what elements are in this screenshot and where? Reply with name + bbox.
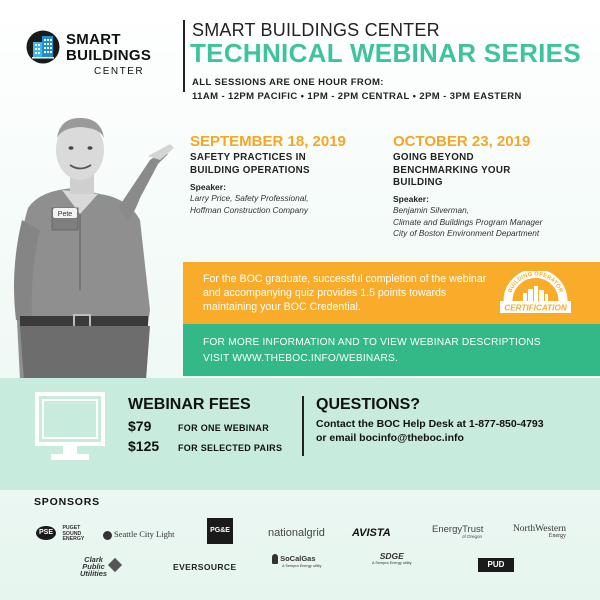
boc-credential-band bbox=[183, 262, 600, 324]
smart-buildings-center-logo bbox=[26, 30, 176, 90]
fee-desc-one: FOR ONE WEBINAR bbox=[178, 423, 269, 433]
clark-text-line: Utilities bbox=[80, 569, 108, 579]
socalgas-flame-icon bbox=[272, 554, 278, 564]
series-org-title: SMART BUILDINGS CENTER bbox=[192, 20, 440, 40]
sponsor-seattle-city-light-logo bbox=[103, 529, 174, 540]
session-2-speaker bbox=[393, 205, 542, 240]
fees-questions-section bbox=[0, 378, 600, 490]
sdge-text: SDGE bbox=[379, 551, 404, 561]
clark-text-line: Public bbox=[82, 562, 105, 572]
sponsor-pge-logo: PG&E bbox=[207, 518, 233, 544]
northwestern-sub: Energy bbox=[548, 533, 566, 539]
sponsors-title: SPONSORS bbox=[34, 496, 100, 508]
session-2-speaker-line: Climate and Buildings Program Manager bbox=[393, 216, 543, 227]
series-title: TECHNICAL WEBINAR SERIES bbox=[190, 38, 581, 68]
seattle-text: Seattle City Light bbox=[114, 529, 175, 539]
session-1-title-line: BUILDING OPERATIONS bbox=[190, 164, 310, 176]
socalgas-text: SoCalGas bbox=[280, 554, 316, 563]
pse-badge: PSE bbox=[36, 526, 56, 540]
logo-text-center: CENTER bbox=[94, 66, 145, 77]
sponsor-pse-logo bbox=[36, 526, 84, 544]
boc-certification-badge bbox=[498, 271, 573, 316]
badge-top-text: BUILDING OPERATOR bbox=[507, 271, 564, 294]
socalgas-sub: A Sempra Energy utility bbox=[282, 564, 322, 569]
building-icon bbox=[26, 30, 60, 64]
session-1-speaker-line: Larry Price, Safety Professional, bbox=[190, 193, 309, 203]
fees-title: WEBINAR FEES bbox=[128, 396, 251, 413]
pse-text-line: ENERGY bbox=[62, 536, 85, 543]
clark-text-line: Clark bbox=[84, 555, 103, 564]
pse-text-line: PUGET bbox=[62, 525, 81, 531]
session-2-speaker-line: Benjamin Silverman, bbox=[393, 205, 470, 215]
northwestern-text: NorthWestern bbox=[512, 524, 566, 534]
sponsor-energy-trust-logo bbox=[432, 524, 483, 539]
energy-trust-text: EnergyTrust bbox=[432, 524, 484, 535]
sponsor-avista-logo: AVISTA bbox=[352, 527, 391, 539]
sponsor-sdge-logo bbox=[372, 551, 411, 565]
sponsor-national-grid-logo: nationalgrid bbox=[268, 527, 325, 539]
clark-leaf-icon bbox=[108, 558, 122, 572]
badge-bottom-text: CERTIFICATION bbox=[504, 303, 567, 313]
boc-credential-text: For the BOC graduate, successful completion of the webinar and accompanying quiz provides 1.5 points towards maintaining your BOC Credential. bbox=[203, 273, 487, 313]
worker-photo bbox=[0, 90, 190, 380]
name-tag: Pete bbox=[57, 211, 73, 218]
more-info-band bbox=[183, 324, 600, 376]
help-desk-email[interactable]: or email bocinfo@theboc.info bbox=[316, 432, 464, 444]
info-divider bbox=[302, 396, 304, 456]
session-1-date: SEPTEMBER 18, 2019 bbox=[190, 133, 346, 150]
energy-trust-sub: of Oregon bbox=[462, 534, 483, 539]
session-2-title-line: BENCHMARKING YOUR bbox=[393, 164, 511, 176]
session-2-title bbox=[393, 152, 511, 190]
help-desk-phone[interactable]: Contact the BOC Help Desk at 1-877-850-4793 bbox=[316, 418, 544, 430]
pse-text-line: SOUND bbox=[62, 530, 82, 537]
seattle-emblem-icon bbox=[103, 531, 112, 540]
fee-price-one: $79 bbox=[128, 418, 152, 434]
logo-text-smart: SMART bbox=[66, 31, 121, 48]
session-times-label: ALL SESSIONS ARE ONE HOUR FROM: bbox=[192, 77, 384, 88]
session-1-speaker-line: Hoffman Construction Company bbox=[190, 204, 309, 215]
fee-price-pair: $125 bbox=[128, 438, 160, 454]
session-1-speaker-label: Speaker: bbox=[190, 182, 226, 192]
sponsor-eversource-logo: EVERSOURCE bbox=[173, 562, 237, 572]
more-info-link[interactable]: VISIT WWW.THEBOC.INFO/WEBINARS. bbox=[203, 353, 399, 364]
sponsor-pud-logo: PUD bbox=[478, 558, 514, 572]
more-info-line-1: FOR MORE INFORMATION AND TO VIEW WEBINAR DESCRIPTIONS bbox=[203, 337, 541, 348]
monitor-icon bbox=[35, 392, 105, 464]
session-1-title bbox=[190, 152, 310, 177]
logo-text-buildings: BUILDINGS bbox=[66, 47, 152, 64]
session-2-speaker-label: Speaker: bbox=[393, 194, 429, 204]
sponsor-clark-logo bbox=[80, 556, 107, 578]
sponsor-northwestern-logo bbox=[510, 524, 566, 539]
session-times: 11AM - 12PM PACIFIC • 1PM - 2PM CENTRAL • 2PM - 3PM EASTERN bbox=[192, 91, 522, 102]
sdge-sub: A Sempra Energy utility bbox=[372, 561, 412, 565]
session-2-speaker-line: City of Boston Environment Department bbox=[393, 228, 540, 238]
questions-title: QUESTIONS? bbox=[316, 396, 421, 413]
session-2-title-line: BUILDING bbox=[393, 177, 443, 188]
fee-desc-pair: FOR SELECTED PAIRS bbox=[178, 443, 283, 453]
session-1-speaker bbox=[190, 193, 309, 216]
header-divider bbox=[183, 20, 185, 92]
session-2-title-line: GOING BEYOND bbox=[393, 152, 474, 163]
sponsor-socalgas-logo bbox=[272, 554, 321, 568]
session-2-date: OCTOBER 23, 2019 bbox=[393, 133, 531, 150]
session-1-title-line: SAFETY PRACTICES IN bbox=[190, 152, 307, 163]
